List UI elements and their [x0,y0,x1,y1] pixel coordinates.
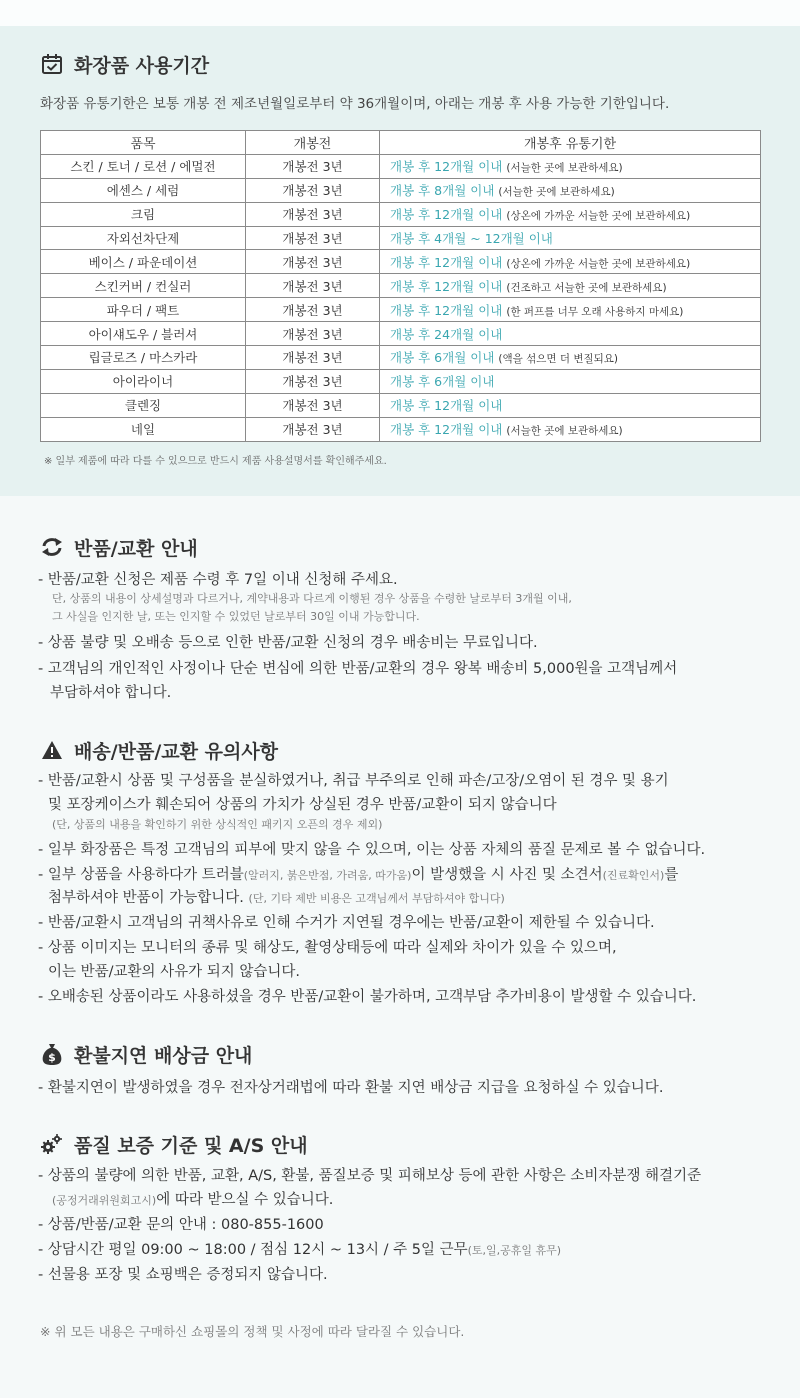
after-period: 개봉 후 8개월 이내 [390,183,495,199]
item-cell: 스킨 / 토너 / 로션 / 에멀전 [41,154,246,178]
gears-icon [40,1132,64,1156]
caution-line-4: - 반품/교환시 고객님의 귀책사유로 인해 수거가 지연될 경우에는 반품/교환이 제한될 수 있습니다. [38,915,655,931]
caution-line-3b-part-2: (단, 기타 제반 비용은 고객님께서 부담하셔야 합니다) [248,892,505,905]
shelf-life-table [40,130,761,442]
after-cell [380,274,761,298]
after-cell [380,346,761,370]
caution-line-3b [48,886,505,907]
quality-line-4: - 선물용 포장 및 쇼핑백은 증정되지 않습니다. [38,1267,328,1283]
table-row [41,250,761,274]
after-cell [380,417,761,441]
usage-period-title: 화장품 사용기간 [74,54,210,77]
quality-line-3-part-1: - 상담시간 평일 09:00 ~ 18:00 / 점심 12시 ~ 13시 / 주 5일 근무 [38,1242,468,1258]
returns-line-3a: - 고객님의 개인적인 사정이나 단순 변심에 의한 반품/교환의 경우 왕복 배송비 5,000원을 고객님께서 [38,661,678,677]
after-period: 개봉 후 12개월 이내 [390,302,503,318]
quality-line-3-part-2: (토,일,공휴일 휴무) [467,1244,562,1257]
table-row [41,417,761,441]
after-period: 개봉 후 12개월 이내 [390,254,503,270]
before-cell: 개봉전 3년 [246,274,380,298]
item-cell: 파우더 / 팩트 [41,298,246,322]
usage-period-heading [40,50,209,78]
table-row [41,154,761,178]
before-cell: 개봉전 3년 [246,393,380,417]
after-period: 개봉 후 12개월 이내 [390,278,503,294]
before-cell: 개봉전 3년 [246,178,380,202]
after-period: 개봉 후 12개월 이내 [390,422,503,438]
after-cell [380,298,761,322]
refund-heading [40,1040,252,1068]
table-row [41,226,761,250]
table-header-row [41,131,761,155]
returns-line-1-sub-1: 단, 상품의 내용이 상세설명과 다르거나, 계약내용과 다르게 이행된 경우 상품을 수령한 날로부터 3개월 이내, [52,592,572,605]
after-period: 개봉 후 12개월 이내 [390,207,503,223]
warning-icon [40,738,64,762]
quality-line-1b-part-1: (공정거래위원회고시) [52,1194,157,1207]
after-period: 개봉 후 24개월 이내 [390,326,503,342]
caution-line-3a-part-4: (진료확인서) [602,869,665,882]
storage-note: (한 퍼프를 너무 오래 사용하지 마세요) [506,305,684,318]
after-period: 개봉 후 4개월 ~ 12개월 이내 [390,231,553,246]
returns-line-1: - 반품/교환 신청은 제품 수령 후 7일 이내 신청해 주세요. [38,572,398,588]
calendar-check-icon [40,52,64,76]
caution-line-3a-part-1: - 일부 상품을 사용하다가 트러블 [38,867,244,883]
after-cell [380,322,761,346]
before-cell: 개봉전 3년 [246,226,380,250]
table-body [41,154,761,441]
storage-note: (건조하고 서늘한 곳에 보관하세요) [506,281,667,294]
footnote: ※ 위 모든 내용은 구매하신 쇼핑몰의 정책 및 사정에 따라 달라질 수 있습니다. [40,1324,465,1339]
after-cell [380,250,761,274]
returns-line-3b: 부담하셔야 합니다. [50,685,172,701]
storage-note: (서늘한 곳에 보관하세요) [498,186,615,199]
caution-title: 배송/반품/교환 유의사항 [74,740,279,763]
table-row [41,202,761,226]
after-cell [380,178,761,202]
refresh-icon [40,535,64,559]
item-cell: 아이섀도우 / 블러셔 [41,322,246,346]
storage-note: (액을 섞으면 더 변질되요) [498,353,619,366]
after-period: 개봉 후 12개월 이내 [390,398,503,414]
after-cell [380,226,761,250]
before-cell: 개봉전 3년 [246,417,380,441]
caution-line-6: - 오배송된 상품이라도 사용하셨을 경우 반품/교환이 불가하며, 고객부담 추가비용이 발생할 수 있습니다. [38,989,697,1005]
caution-line-5a: - 상품 이미지는 모니터의 종류 및 해상도, 촬영상태등에 따라 실제와 차이가 있을 수 있으며, [38,940,617,956]
returns-line-2: - 상품 불량 및 오배송 등으로 인한 반품/교환 신청의 경우 배송비는 무료입니다. [38,635,538,651]
quality-line-1b-part-2: 에 따라 받으실 수 있습니다. [156,1192,334,1208]
refund-title: 환불지연 배상금 안내 [74,1044,253,1067]
caution-line-3a-part-5: 를 [664,867,679,883]
refund-line-1: - 환불지연이 발생하였을 경우 전자상거래법에 따라 환불 지연 배상금 지급을 요청하실 수 있습니다. [38,1080,664,1096]
after-period: 개봉 후 12개월 이내 [390,159,503,175]
before-cell: 개봉전 3년 [246,202,380,226]
before-cell: 개봉전 3년 [246,322,380,346]
table-row [41,274,761,298]
storage-note: (상온에 가까운 서늘한 곳에 보관하세요) [506,257,691,270]
after-period: 개봉 후 6개월 이내 [390,374,495,390]
caution-line-3a [38,863,678,884]
before-cell: 개봉전 3년 [246,250,380,274]
before-cell: 개봉전 3년 [246,346,380,370]
after-cell [380,369,761,393]
quality-title: 품질 보증 기준 및 A/S 안내 [74,1134,308,1157]
top-band [0,0,800,26]
item-cell: 립글로즈 / 마스카라 [41,346,246,370]
quality-heading [40,1130,308,1158]
quality-line-3 [38,1238,561,1259]
table-note: ※ 일부 제품에 따라 다를 수 있으므로 반드시 제품 사용설명서를 확인해주세요. [44,456,387,467]
caution-line-5b: 이는 반품/교환의 사유가 되지 않습니다. [48,964,301,980]
quality-line-1: - 상품의 불량에 의한 반품, 교환, A/S, 환불, 품질보증 및 피해보상 등에 관한 사항은 소비자분쟁 해결기준 [38,1168,702,1184]
returns-title: 반품/교환 안내 [74,537,198,560]
table-row [41,322,761,346]
caution-line-1-sub: (단, 상품의 내용을 확인하기 위한 상식적인 패키지 오픈의 경우 제외) [52,818,383,831]
table-row [41,346,761,370]
after-cell [380,393,761,417]
item-cell: 네일 [41,417,246,441]
returns-line-1-sub-2: 그 사실을 인지한 날, 또는 인지할 수 있었던 날로부터 30일 이내 가능합니다. [52,610,420,623]
after-period: 개봉 후 6개월 이내 [390,350,495,366]
before-cell: 개봉전 3년 [246,154,380,178]
caution-line-1a: - 반품/교환시 상품 및 구성품을 분실하였거나, 취급 부주의로 인해 파손/고장/오염이 된 경우 및 용기 [38,773,669,789]
storage-note: (서늘한 곳에 보관하세요) [506,162,623,175]
caution-line-2: - 일부 화장품은 특정 고객님의 피부에 맞지 않을 수 있으며, 이는 상품 자체의 품질 문제로 볼 수 없습니다. [38,842,706,858]
caution-line-3b-part-1: 첨부하셔야 반품이 가능합니다. [48,890,244,906]
before-cell: 개봉전 3년 [246,369,380,393]
policy-section [0,496,800,1398]
column-header-after: 개봉후 유통기한 [380,131,761,155]
money-bag-icon [40,1042,64,1066]
quality-line-1b [52,1188,333,1209]
table-row [41,369,761,393]
quality-line-2: - 상품/반품/교환 문의 안내 : 080-855-1600 [38,1217,324,1233]
item-cell: 에센스 / 세럼 [41,178,246,202]
caution-line-3a-part-3: 이 발생했을 시 사진 및 소견서 [411,867,603,883]
table-row [41,298,761,322]
caution-heading [40,736,278,764]
column-header-item: 품목 [41,131,246,155]
item-cell: 베이스 / 파운데이션 [41,250,246,274]
item-cell: 크림 [41,202,246,226]
table-row [41,178,761,202]
column-header-before: 개봉전 [246,131,380,155]
item-cell: 클렌징 [41,393,246,417]
table-row [41,393,761,417]
storage-note: (서늘한 곳에 보관하세요) [506,425,623,438]
svg-text:$: $ [48,1051,56,1064]
usage-period-section [0,26,800,496]
caution-line-1b: 및 포장케이스가 훼손되어 상품의 가치가 상실된 경우 반품/교환이 되지 않습니다 [48,797,557,813]
item-cell: 자외선차단제 [41,226,246,250]
usage-period-intro: 화장품 유통기한은 보통 개봉 전 제조년월일로부터 약 36개월이며, 아래는 개봉 후 사용 가능한 기한입니다. [40,96,670,112]
after-cell [380,202,761,226]
before-cell: 개봉전 3년 [246,298,380,322]
caution-line-3a-part-2: (알러지, 붉은반점, 가려움, 따가움) [243,869,412,882]
item-cell: 스킨커버 / 컨실러 [41,274,246,298]
item-cell: 아이라이너 [41,369,246,393]
storage-note: (상온에 가까운 서늘한 곳에 보관하세요) [506,210,691,223]
returns-heading [40,533,198,561]
after-cell [380,154,761,178]
